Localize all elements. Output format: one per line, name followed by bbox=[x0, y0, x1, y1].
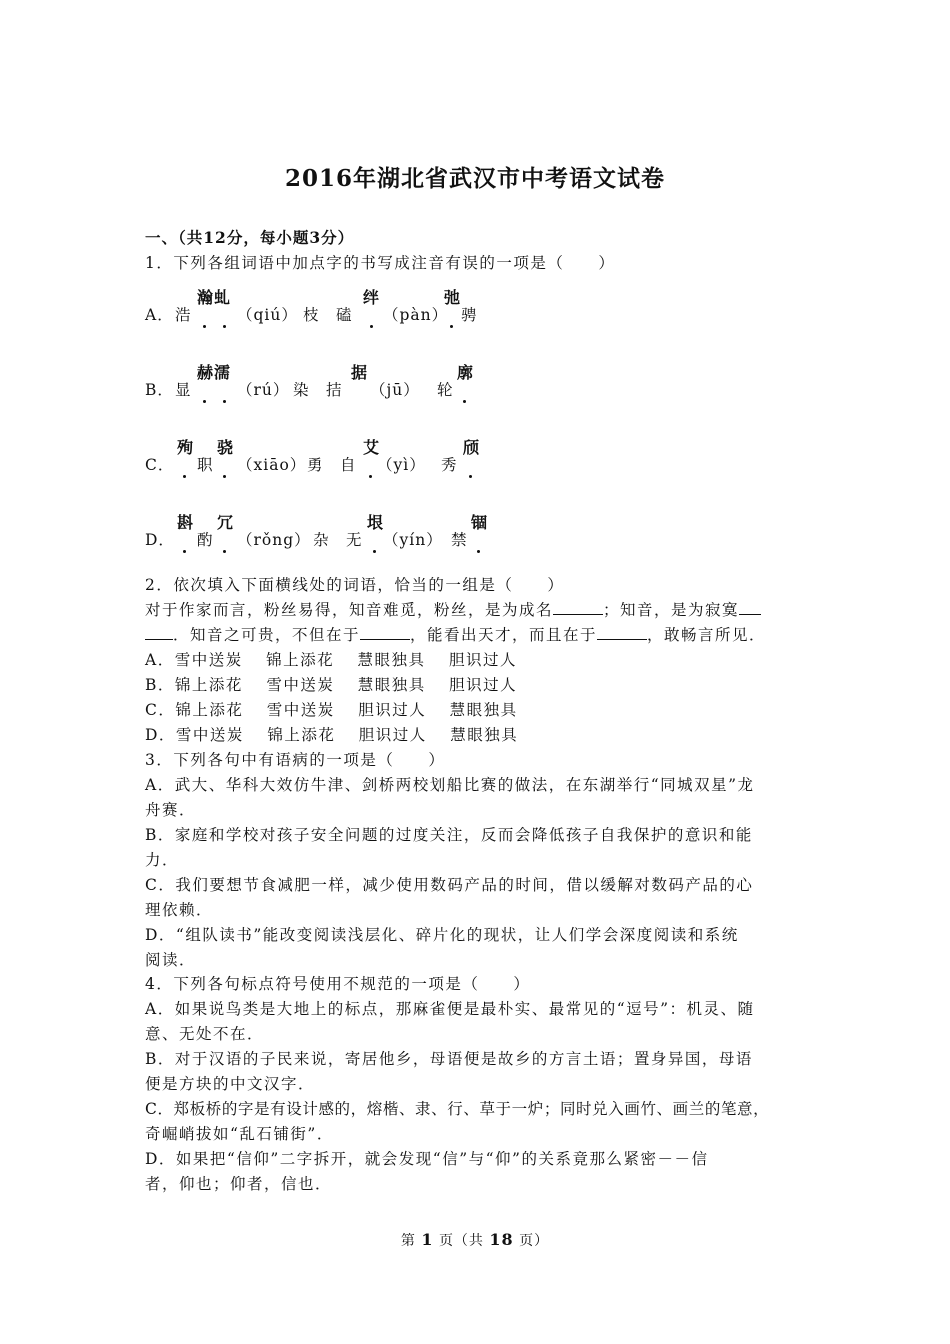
pinyin: （jū） bbox=[370, 381, 420, 399]
dotted-characters: 赫濡 bbox=[197, 363, 232, 382]
option-text: 浩 bbox=[175, 306, 192, 324]
fill-blank bbox=[145, 625, 173, 640]
q4-line: 意、无处不在． bbox=[145, 1025, 265, 1043]
question-2-passage-line bbox=[145, 623, 815, 648]
question-2-passage-line bbox=[145, 598, 815, 623]
emphasis-dot bbox=[450, 325, 453, 328]
pinyin: （rú） bbox=[237, 381, 290, 399]
option-text: 轮 bbox=[437, 381, 454, 399]
q4-line: A．如果说鸟类是大地上的标点，那麻雀便是最朴实、最常见的“逗号”：机灵、随 bbox=[145, 1000, 755, 1018]
dotted-characters: 斟 bbox=[177, 513, 195, 532]
emphasis-dot bbox=[477, 550, 480, 553]
q4-line: 便是方块的中文汉字． bbox=[145, 1075, 316, 1093]
emphasis-dot bbox=[373, 550, 376, 553]
emphasis-dot bbox=[469, 475, 472, 478]
option-label: A． bbox=[145, 306, 174, 324]
emphasis-dot bbox=[369, 475, 372, 478]
q3-line: D．“组队读书”能改变阅读浅层化、碎片化的现状，让人们学会深度阅读和系统 bbox=[145, 926, 739, 944]
passage-text: ．知音之可贵，不但在于 bbox=[173, 626, 361, 644]
emphasis-dot bbox=[183, 475, 186, 478]
q4-line: D．如果把“信仰”二字拆开，就会发现“信”与“仰”的关系竟那么紧密－－信 bbox=[145, 1150, 709, 1168]
option-label: C． bbox=[145, 456, 175, 474]
dotted-characters: 瀚虬 bbox=[197, 288, 232, 307]
q1-option-a bbox=[145, 285, 815, 325]
emphasis-dot bbox=[463, 400, 466, 403]
q1-option-c bbox=[145, 435, 815, 475]
dotted-characters: 艾 bbox=[363, 438, 381, 457]
q4-line: B．对于汉语的子民来说，寄居他乡，母语便是故乡的方言土语；置身异国，母语 bbox=[145, 1050, 753, 1068]
q2-option-d: D．雪中送炭 锦上添花 胆识过人 慧眼独具 bbox=[145, 726, 519, 744]
footer-text: 页（共 bbox=[438, 1233, 484, 1249]
emphasis-dot bbox=[223, 325, 226, 328]
passage-text: ，敢畅言所见． bbox=[647, 626, 767, 644]
page-title: 2016年湖北省武汉市中考语文试卷 bbox=[284, 165, 665, 192]
pinyin: （rǒng） bbox=[237, 531, 311, 549]
question-4-stem: 4．下列各句标点符号使用不规范的一项是（ ） bbox=[145, 975, 531, 993]
question-2-stem: 2．依次填入下面横线处的词语，恰当的一组是（ ） bbox=[145, 576, 565, 594]
question-4 bbox=[145, 972, 815, 1197]
option-text: 杂 无 bbox=[313, 531, 363, 549]
emphasis-dot bbox=[183, 550, 186, 553]
dotted-characters: 锢 bbox=[471, 513, 489, 532]
dotted-characters: 冗 bbox=[217, 513, 235, 532]
dotted-characters: 弛 bbox=[444, 288, 462, 307]
q4-line: 者，仰也；仰者，信也． bbox=[145, 1175, 333, 1193]
option-label: D． bbox=[145, 531, 175, 549]
fill-blank bbox=[597, 625, 647, 640]
emphasis-dot bbox=[203, 325, 206, 328]
current-page-number: 1 bbox=[421, 1230, 434, 1249]
dotted-characters: 殉 bbox=[177, 438, 195, 457]
emphasis-dot bbox=[203, 400, 206, 403]
passage-text: ，能看出天才，而且在于 bbox=[410, 626, 598, 644]
q2-option-c: C．锦上添花 雪中送炭 胆识过人 慧眼独具 bbox=[145, 701, 518, 719]
fill-blank bbox=[739, 600, 761, 615]
total-page-number: 18 bbox=[489, 1230, 514, 1249]
q3-line: B．家庭和学校对孩子安全问题的过度关注，反而会降低孩子自我保护的意识和能 bbox=[145, 826, 753, 844]
q3-line: 阅读． bbox=[145, 951, 197, 969]
q3-line: C．我们要想节食减肥一样，减少使用数码产品的时间，借以缓解对数码产品的心 bbox=[145, 876, 754, 894]
dotted-characters: 骁 bbox=[217, 438, 235, 457]
q4-line: 奇崛峭拔如“乱石铺街”． bbox=[145, 1125, 334, 1143]
option-label: B． bbox=[145, 381, 174, 399]
pinyin: （xiāo） bbox=[237, 456, 307, 474]
pinyin: （yì） bbox=[377, 456, 426, 474]
option-text: 染 拮 bbox=[293, 381, 343, 399]
question-3 bbox=[145, 748, 815, 973]
emphasis-dot bbox=[370, 325, 373, 328]
q1-option-b bbox=[145, 360, 815, 400]
option-text: 勇 自 bbox=[307, 456, 357, 474]
dotted-characters: 颀 bbox=[463, 438, 481, 457]
emphasis-dot bbox=[223, 550, 226, 553]
emphasis-dot bbox=[223, 475, 226, 478]
q3-line: 理依赖． bbox=[145, 901, 214, 919]
dotted-characters: 廓 bbox=[457, 363, 475, 382]
pinyin: （pàn） bbox=[383, 306, 449, 324]
passage-text: 对于作家而言，粉丝易得，知音难觅，粉丝，是为成名 bbox=[145, 601, 554, 619]
option-text: 骋 bbox=[461, 306, 478, 324]
option-text: 职 bbox=[197, 456, 214, 474]
dotted-characters: 绊 bbox=[363, 288, 381, 307]
q3-line: 力． bbox=[145, 851, 180, 869]
question-3-stem: 3．下列各句中有语病的一项是（ ） bbox=[145, 751, 446, 769]
q2-option-b: B．锦上添花 雪中送炭 慧眼独具 胆识过人 bbox=[145, 676, 518, 694]
footer-text: 页） bbox=[519, 1233, 550, 1249]
q4-line: C．郑板桥的字是有设计感的，熔楷、隶、行、草于一炉；同时兑入画竹、画兰的笔意， bbox=[145, 1100, 770, 1118]
pinyin: （qiú） bbox=[237, 306, 298, 324]
question-1-stem: 1．下列各组词语中加点字的书写成注音有误的一项是（ ） bbox=[145, 254, 616, 272]
option-text: 秀 bbox=[441, 456, 458, 474]
footer-text: 第 bbox=[400, 1233, 416, 1249]
option-text: 酌 bbox=[197, 531, 214, 549]
q1-option-d bbox=[145, 510, 815, 550]
dotted-characters: 垠 bbox=[367, 513, 385, 532]
fill-blank bbox=[553, 600, 603, 615]
pinyin: （yín） bbox=[383, 531, 443, 549]
dotted-characters: 据 bbox=[351, 363, 369, 382]
option-text: 禁 bbox=[451, 531, 468, 549]
section-heading: 一、（共12分，每小题3分） bbox=[145, 228, 355, 247]
fill-blank bbox=[360, 625, 410, 640]
page-footer bbox=[0, 1230, 950, 1250]
passage-text: ；知音，是为寂寞 bbox=[603, 601, 740, 619]
option-text: 显 bbox=[175, 381, 192, 399]
q3-line: A．武大、华科大效仿牛津、剑桥两校划船比赛的做法，在东湖举行“同城双星”龙 bbox=[145, 776, 755, 794]
question-2 bbox=[145, 573, 815, 748]
q3-line: 舟赛． bbox=[145, 801, 197, 819]
q2-option-a: A．雪中送炭 锦上添花 慧眼独具 胆识过人 bbox=[145, 651, 517, 669]
emphasis-dot bbox=[223, 400, 226, 403]
option-text: 枝 磕 bbox=[303, 306, 353, 324]
